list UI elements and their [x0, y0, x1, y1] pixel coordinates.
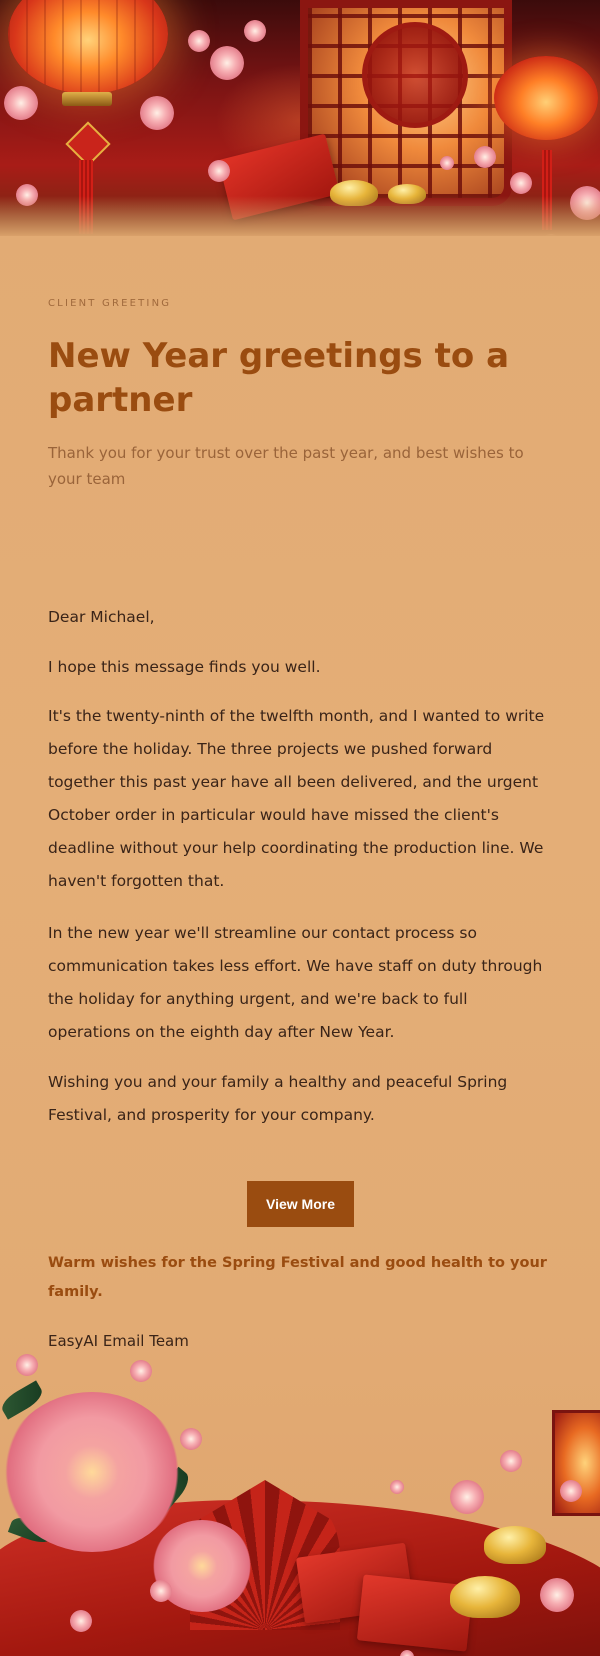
email-subtitle: Thank you for your trust over the past year, and best wishes to your team	[48, 444, 524, 488]
body-paragraph: In the new year we'll streamline our contact process so communication takes less effort. We have staff on duty through the holiday for anything urgent, and we're back to full operations on the eighth day after New Year.	[48, 924, 543, 1041]
plum-blossom-icon	[16, 1354, 38, 1376]
plum-blossom-icon	[130, 1360, 152, 1382]
body-paragraph: It's the twenty-ninth of the twelfth month, and I wanted to write before the holiday. The three projects we pushed forward together this past year have all been delivered, and the urgent October order in particular would have missed the client's deadline without your help coordinating the production line. We haven't forgotten that.	[48, 707, 545, 890]
plum-blossom-icon	[540, 1578, 574, 1612]
lantern-cap-decoration	[62, 92, 112, 106]
email-title: New Year greetings to a partner	[48, 336, 510, 420]
plum-blossom-icon	[210, 46, 244, 80]
eyebrow-label: CLIENT GREETING	[48, 298, 172, 309]
top-banner-image	[0, 0, 600, 236]
petal-icon	[390, 1480, 404, 1494]
plum-blossom-icon	[140, 96, 174, 130]
plum-blossom-icon	[4, 86, 38, 120]
body-paragraph: Wishing you and your family a healthy and peaceful Spring Festival, and prosperity for your company.	[48, 1073, 508, 1124]
plum-blossom-icon	[180, 1428, 202, 1450]
lantern-ribs-decoration	[8, 0, 168, 94]
plum-blossom-icon	[560, 1480, 582, 1502]
gold-ingot-icon	[450, 1576, 520, 1618]
plum-blossom-icon	[150, 1580, 172, 1602]
closing-wishes: Warm wishes for the Spring Festival and good health to your family.	[48, 1255, 547, 1300]
body-paragraph: I hope this message finds you well.	[48, 658, 321, 676]
peony-flower-icon	[2, 1392, 182, 1552]
plum-blossom-icon	[70, 1610, 92, 1632]
plum-blossom-icon	[188, 30, 210, 52]
banner-fade	[0, 196, 600, 236]
gold-ingot-icon	[484, 1526, 546, 1564]
bottom-banner-image	[0, 1330, 600, 1656]
view-more-button[interactable]: View More	[247, 1181, 354, 1227]
plum-blossom-icon	[474, 146, 496, 168]
plum-blossom-icon	[450, 1480, 484, 1514]
plum-blossom-icon	[244, 20, 266, 42]
salutation: Dear Michael,	[48, 608, 155, 626]
small-lantern-icon	[494, 56, 598, 140]
signature: EasyAI Email Team	[48, 1332, 189, 1350]
plum-blossom-icon	[208, 160, 230, 182]
plum-blossom-icon	[500, 1450, 522, 1472]
plum-blossom-icon	[510, 172, 532, 194]
plum-blossom-icon	[440, 156, 454, 170]
medallion-decoration	[362, 22, 468, 128]
